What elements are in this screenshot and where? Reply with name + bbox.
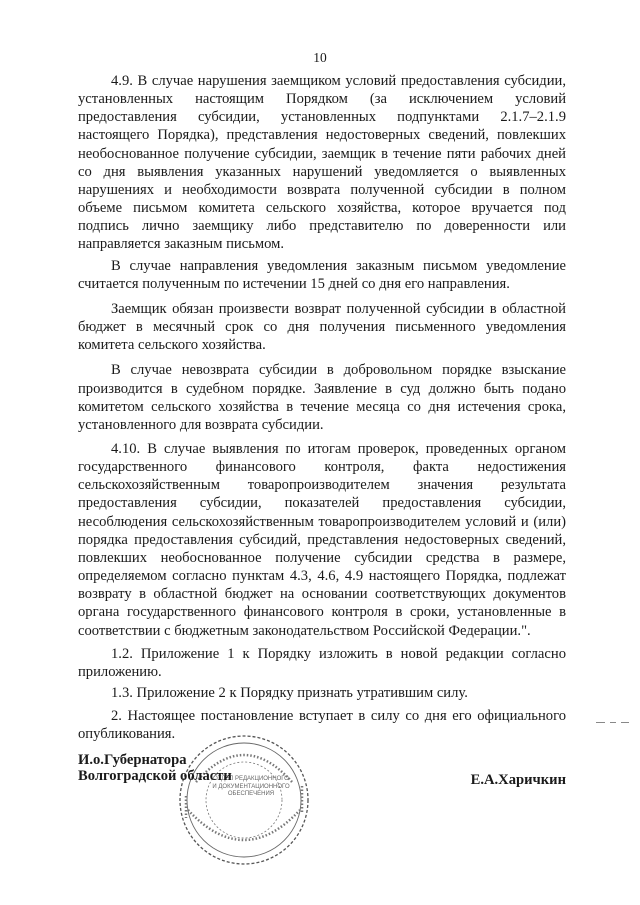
document-body bbox=[78, 72, 566, 747]
official-stamp-seal bbox=[174, 730, 314, 870]
signatory-position-line1: И.о.Губернатора bbox=[78, 752, 187, 768]
paragraph-4-10: 4.10. В случае выявления по итогам проверок, проведенных органом государственного финансового контроля, факта недостижения сельскохозяйственным товаропроизводителем значения результата предоставления субсидии, показателей предоставления субсидии, несоблюдения сельскохозяйственным товаропроизводителем условий и (или) порядка предоставления субсидий, представления недостоверных сведений, повлекших необоснованное получение субсидии средства в размере, определяемом согласно пунктам 4.3, 4.6, 4.9 настоящего Порядка, подлежат возврату в областной бюджет на основании соответствующих документов органа государственного финансового контроля в сроки, установленные в соответствии с бюджетным законодательством Российской Федерации.". bbox=[78, 440, 566, 639]
scan-edge-mark bbox=[596, 722, 605, 723]
paragraph-2-effective-date: 2. Настоящее постановление вступает в силу со дня его официального опубликования. bbox=[78, 708, 566, 743]
page-number: 10 bbox=[313, 50, 327, 65]
paragraph-notice-registered-mail: В случае направления уведомления заказным письмом уведомление считается полученным по истечении 15 дней со дня его направления. bbox=[78, 257, 566, 292]
scan-edge-mark bbox=[610, 722, 616, 723]
paragraph-refund-obligation: Заемщик обязан произвести возврат полученной субсидии в областной бюджет в месячный срок со дня получения письменного уведомления комитета сельского хозяйства. bbox=[78, 300, 566, 354]
signatory-position bbox=[78, 752, 232, 784]
paragraph-1-2: 1.2. Приложение 1 к Порядку изложить в новой редакции согласно приложению. bbox=[78, 645, 566, 680]
paragraph-1-3: 1.3. Приложение 2 к Порядку признать утратившим силу. bbox=[111, 685, 468, 701]
paragraph-court-recovery: В случае невозврата субсидии в добровольном порядке взыскание производится в судебном порядке. Заявление в суд должно быть подано комитетом сельского хозяйства в течение месяца со дня истечения срока, установленного для возврата субсидии. bbox=[78, 362, 566, 433]
stamp-inscription: ОТДЕЛ РЕДАКЦИОННОГО И ДОКУМЕНТАЦИОННОГО ОБЕСПЕЧЕНИЯ bbox=[212, 776, 290, 797]
scan-edge-mark bbox=[621, 722, 629, 723]
signatory-name: Е.А.Харичкин bbox=[470, 772, 566, 788]
signatory-position-line2: Волгоградской области bbox=[78, 768, 232, 784]
paragraph-4-9: 4.9. В случае нарушения заемщиком условий предоставления субсидии, установленных настоящим Порядком (за исключением условий предоставления субсидии, установленных подпунктами 2.1.7–2.1.9 настоящего Порядка), представления недостоверных сведений, повлекших необоснованное получение субсидии, заемщик в течение пяти рабочих дней со дня выявления указанных нарушений уведомляется о выявленных нарушениях и необходимости возврата полученной субсидии в полном объеме письмом комитета сельского хозяйства, которое вручается под подпись лично заемщику либо представителю по доверенности или направляется заказным письмом. bbox=[78, 73, 566, 253]
